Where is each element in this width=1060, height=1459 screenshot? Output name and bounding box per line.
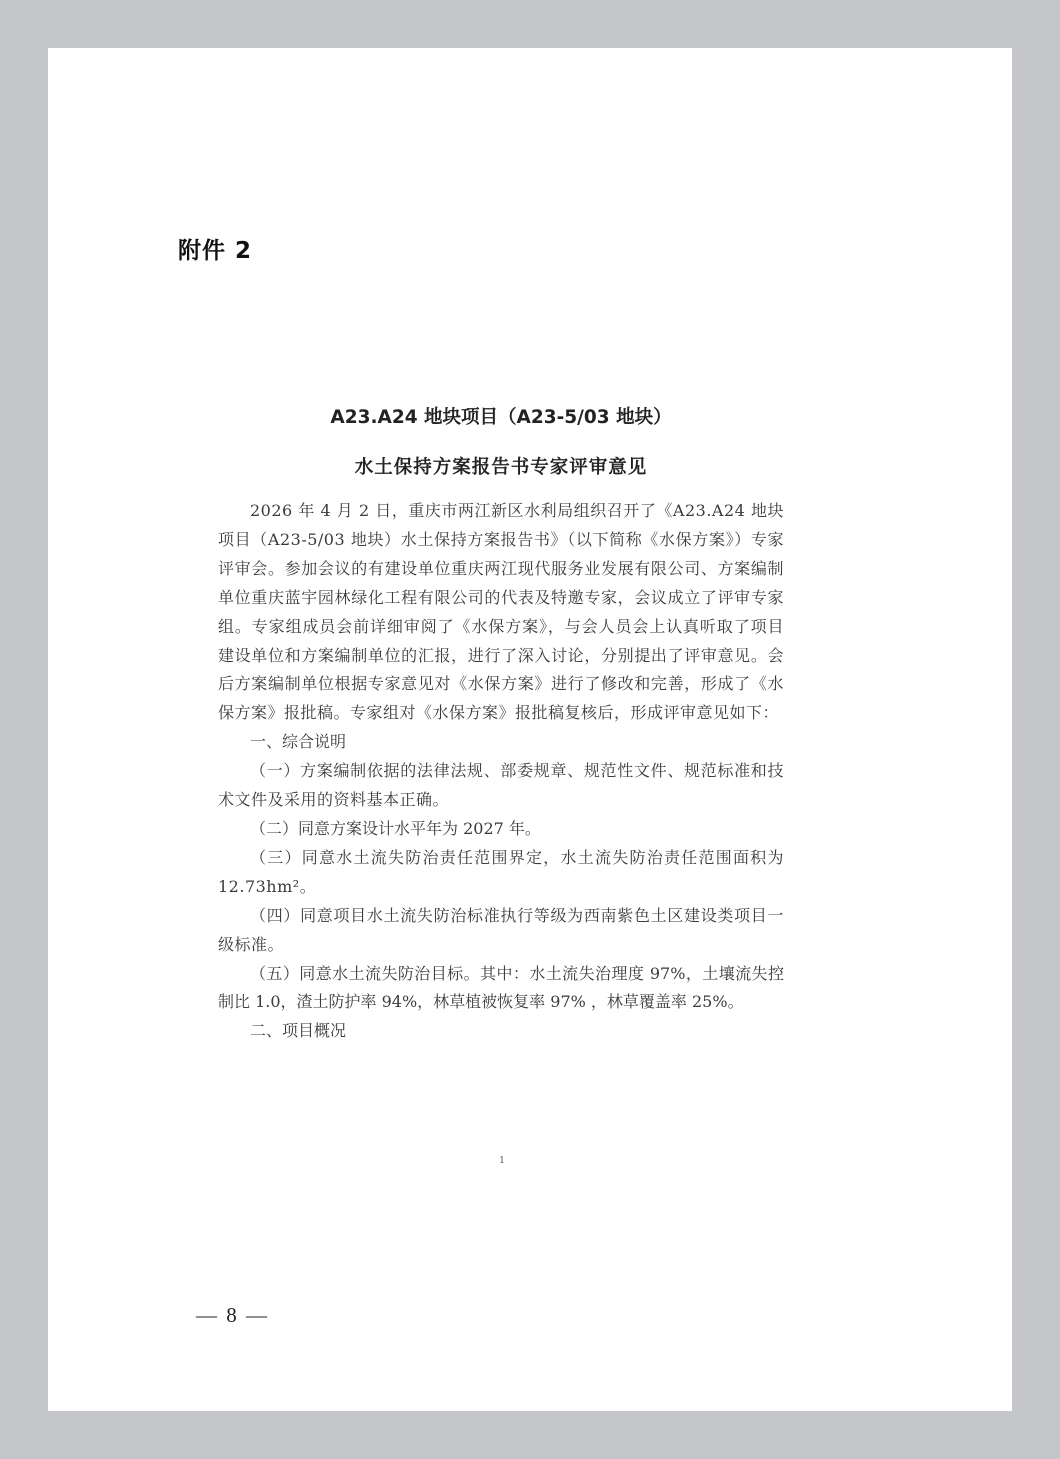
document-title-line2: 水土保持方案报告书专家评审意见 [354,457,648,478]
attachment-label: 附件 2 [178,238,253,264]
section-heading-summary: 一、综合说明 [250,732,347,752]
section-heading-overview: 二、项目概况 [250,1021,347,1041]
body-text [218,497,784,1046]
paragraph-item-2: （二）同意方案设计水平年为 2027 年。 [250,818,541,838]
page-number: — 8 — [196,1303,269,1327]
document-title-line1: A23.A24 地块项目（A23-5/03 地块） [330,407,672,428]
paragraph-item-4: （四）同意项目水土流失防治标准执行等级为西南紫色土区建设类项目一级标准。 [218,905,784,954]
paragraph-item-3: （三）同意水土流失防治责任范围界定，水土流失防治责任范围面积为 12.73hm²。 [218,847,784,896]
inner-page-number: 1 [499,1156,505,1166]
paragraph-item-5: （五）同意水土流失防治目标。其中：水土流失治理度 97%，土壤流失控制比 1.0，渣土防护率 94%，林草植被恢复率 97% ，林草覆盖率 25%。 [218,963,784,1012]
paragraph-item-1: （一）方案编制依据的法律法规、部委规章、规范性文件、规范标准和技术文件及采用的资料基本正确。 [218,761,784,810]
paragraph-intro: 2026 年 4 月 2 日，重庆市两江新区水利局组织召开了《A23.A24 地块项目（A23-5/03 地块）水土保持方案报告书》（以下简称《水保方案》）专家评审会。参加会议的有建设单位重庆两江现代服务业发展有限公司、方案编制单位重庆蓝宇园林绿化工程有限公司的代表及特邀专家，会议成立了评审专家组。专家组成员会前详细审阅了《水保方案》，与会人员会上认真听取了项目建设单位和方案编制单位的汇报，进行了深入讨论，分别提出了评审意见。会后方案编制单位根据专家意见对《水保方案》进行了修改和完善，形成了《水保方案》报批稿。专家组对《水保方案》报批稿复核后，形成评审意见如下： [218,501,784,723]
